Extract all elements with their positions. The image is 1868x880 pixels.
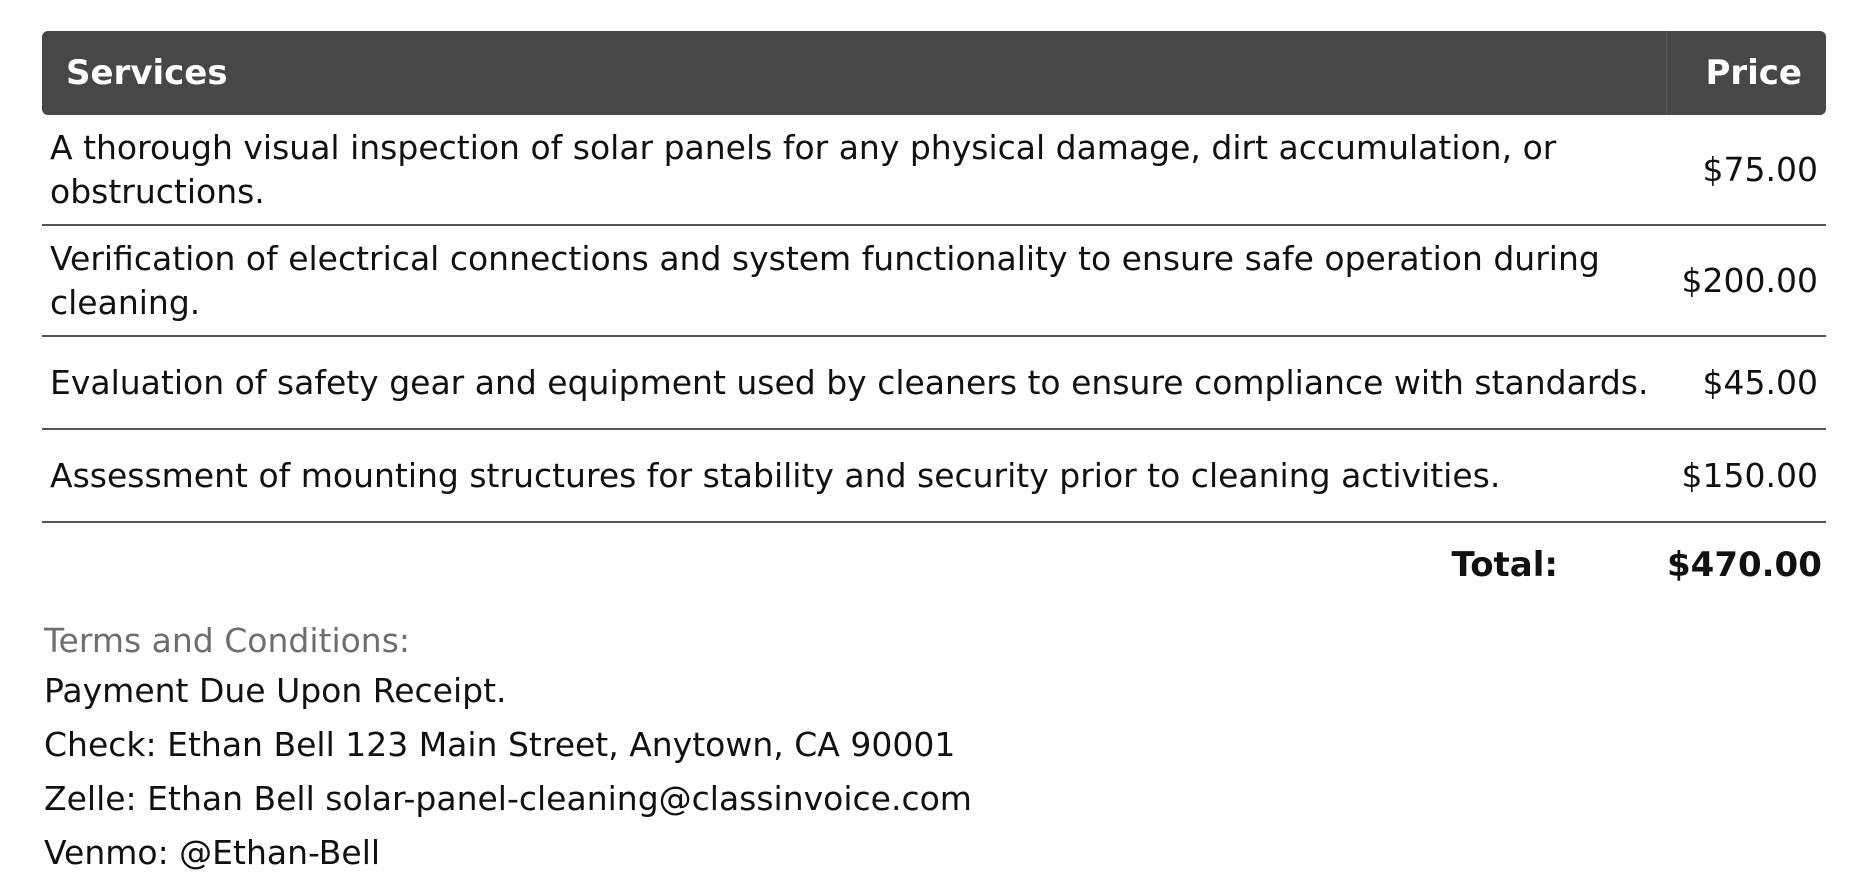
service-description: Evaluation of safety gear and equipment used by cleaners to ensure compliance with standards. <box>42 336 1666 429</box>
service-price: $200.00 <box>1666 225 1826 336</box>
total-row <box>42 522 1826 607</box>
service-price: $75.00 <box>1666 115 1826 225</box>
venmo-payment-text: Venmo: @Ethan-Bell <box>44 833 381 872</box>
service-price: $45.00 <box>1666 336 1826 429</box>
zelle-payment-text: Zelle: Ethan Bell solar-panel-cleaning@classinvoice.com <box>44 779 972 818</box>
service-price: $150.00 <box>1666 429 1826 522</box>
services-table <box>42 31 1826 607</box>
table-row <box>42 429 1826 522</box>
table-header-row <box>42 31 1826 115</box>
table-row <box>42 225 1826 336</box>
payment-due-text: Payment Due Upon Receipt. <box>44 671 507 710</box>
terms-section <box>44 618 1444 880</box>
table-row <box>42 115 1826 225</box>
price-column-header: Price <box>1666 31 1826 115</box>
total-label: Total: <box>1451 545 1558 585</box>
terms-title: Terms and Conditions: <box>44 621 411 660</box>
service-description: Verification of electrical connections and system functionality to ensure safe operation during cleaning. <box>42 225 1666 336</box>
service-description: A thorough visual inspection of solar panels for any physical damage, dirt accumulation, or obstructions. <box>42 115 1666 225</box>
services-column-header: Services <box>42 31 1666 115</box>
total-value: $470.00 <box>1667 545 1822 585</box>
table-row <box>42 336 1826 429</box>
service-description: Assessment of mounting structures for stability and security prior to cleaning activities. <box>42 429 1666 522</box>
check-payment-text: Check: Ethan Bell 123 Main Street, Anytown, CA 90001 <box>44 725 956 764</box>
